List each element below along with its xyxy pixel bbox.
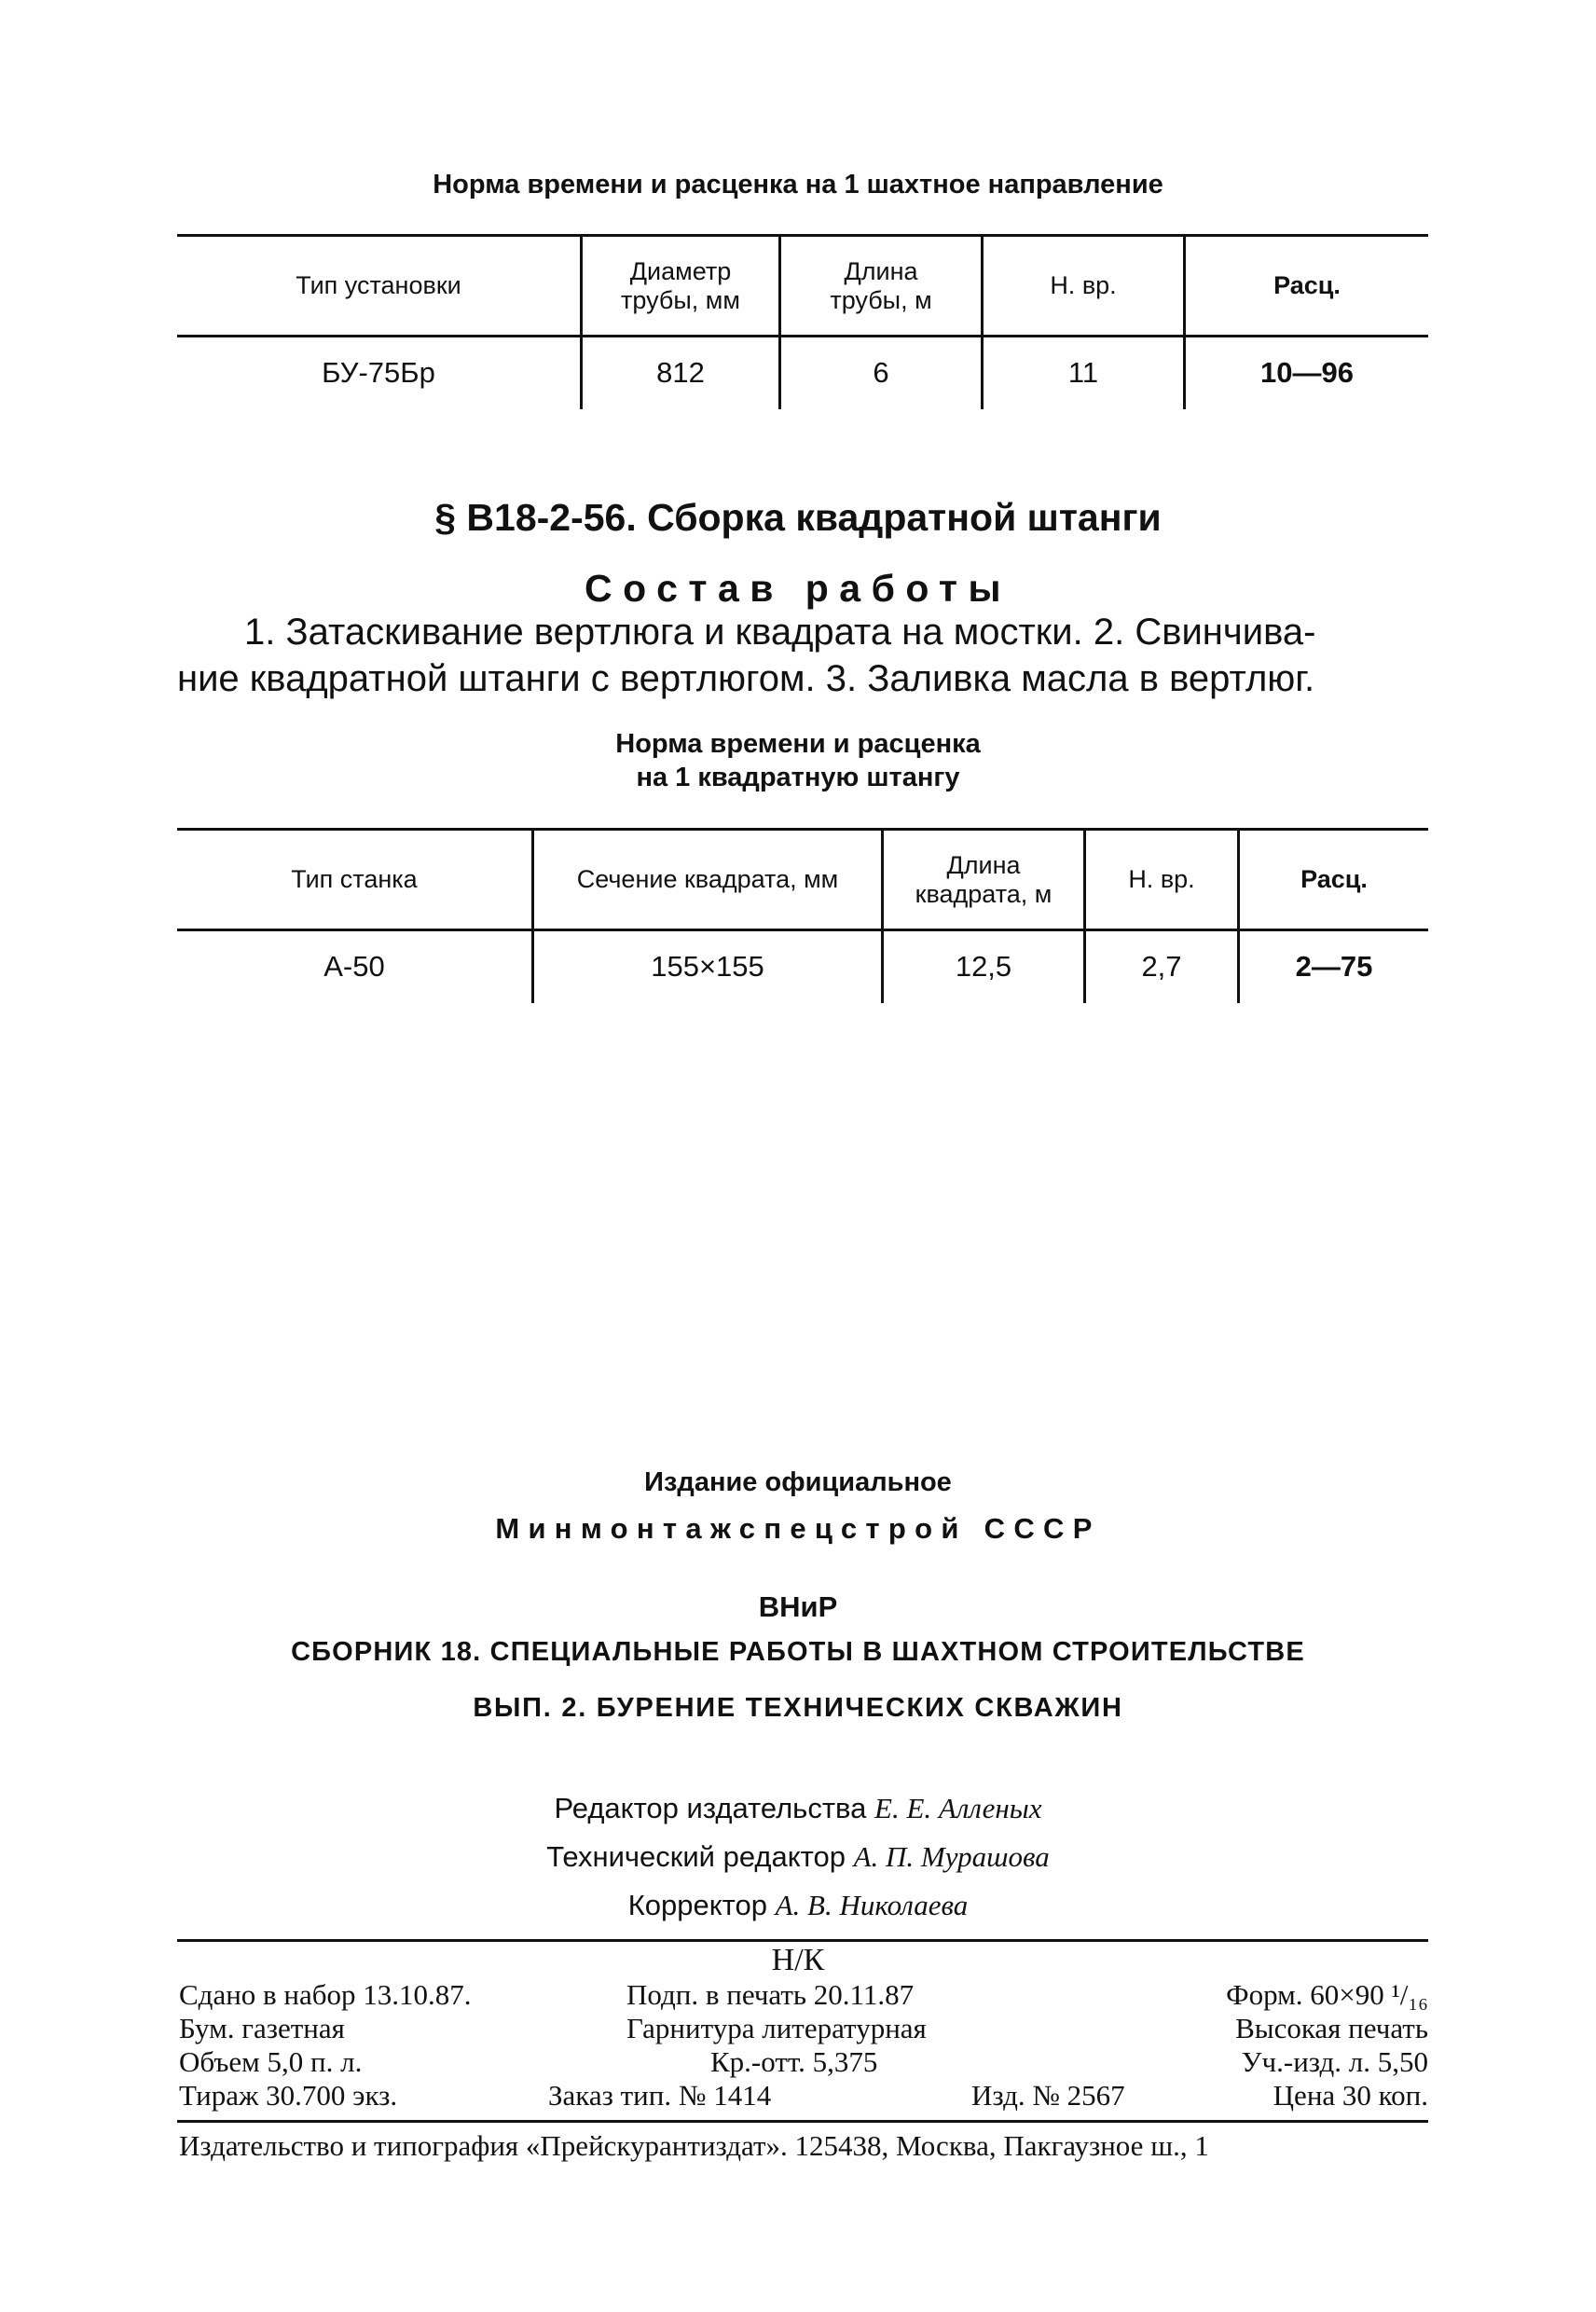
table1-cell-norm: 11 xyxy=(983,337,1185,409)
table2-cell-length: 12,5 xyxy=(883,930,1085,1003)
table1-title: Норма времени и расценка на 1 шахтное направление xyxy=(433,170,1163,200)
output-r2-c1: Бум. газетная xyxy=(179,2012,345,2044)
table1 xyxy=(177,234,1428,409)
publisher-line: Издательство и типография «Прейскурантиздат». 125438, Москва, Пакгаузное ш., 1 xyxy=(179,2129,1209,2162)
nk-mark: Н/К xyxy=(771,1943,825,1977)
table1-header-3: Н. вр. xyxy=(983,236,1185,337)
table2-cell-section: 155×155 xyxy=(533,930,883,1003)
output-r1-c3: Форм. 60×90 ¹/₁₆ xyxy=(1226,1978,1428,2011)
output-r4-c1: Тираж 30.700 экз. xyxy=(179,2079,398,2112)
output-r2-c3: Высокая печать xyxy=(1235,2012,1428,2044)
composition-title: Состав работы xyxy=(585,567,1011,610)
section-heading: § В18-2-56. Сборка квадратной штанги xyxy=(434,496,1162,539)
output-bottom-rule xyxy=(177,2120,1428,2123)
table2-header-2: Длина квадрата, м xyxy=(883,830,1085,930)
table1-header-4: Расц. xyxy=(1185,236,1429,337)
output-r3-c3: Уч.-изд. л. 5,50 xyxy=(1241,2045,1428,2078)
table1-header-0: Тип установки xyxy=(177,236,582,337)
table1-header-2: Длина трубы, м xyxy=(780,236,983,337)
official-edition: Издание официальное xyxy=(644,1467,952,1497)
table2-header-3: Н. вр. xyxy=(1085,830,1239,930)
corrector-label: Корректор xyxy=(627,1889,767,1921)
tech-editor-line xyxy=(0,1840,1596,1874)
output-r1-c2: Подп. в печать 20.11.87 xyxy=(626,1978,915,2011)
table2-header-1: Сечение квадрата, мм xyxy=(533,830,883,930)
output-r1-c1: Сдано в набор 13.10.87. xyxy=(179,1978,472,2011)
corrector-name: А. В. Николаева xyxy=(775,1889,969,1921)
output-r4-c3: Изд. № 2567 xyxy=(971,2079,1125,2112)
editor-line xyxy=(0,1792,1596,1825)
table2-header-4: Расц. xyxy=(1239,830,1429,930)
issue-title: ВЫП. 2. БУРЕНИЕ ТЕХНИЧЕСКИХ СКВАЖИН xyxy=(473,1693,1123,1723)
tech-editor-label: Технический редактор xyxy=(546,1840,846,1873)
composition-line-2: ние квадратной штанги с вертлюгом. 3. Заливка масла в вертлюг. xyxy=(177,658,1315,699)
vnir: ВНиР xyxy=(758,1590,838,1623)
editor-label: Редактор издательства xyxy=(554,1792,867,1824)
table2-header-0: Тип станка xyxy=(177,830,533,930)
editor-name: Е. Е. Алленых xyxy=(874,1792,1042,1824)
table1-header-1: Диаметр трубы, мм xyxy=(582,236,780,337)
output-top-rule xyxy=(177,1939,1428,1942)
output-r4-c4: Цена 30 коп. xyxy=(1273,2079,1428,2112)
collection-title: СБОРНИК 18. СПЕЦИАЛЬНЫЕ РАБОТЫ В ШАХТНОМ СТРОИТЕЛЬСТВЕ xyxy=(291,1637,1305,1667)
table1-cell-length: 6 xyxy=(780,337,983,409)
table2-cell-type: А-50 xyxy=(323,950,385,984)
ministry: Минмонтажспецстрой СССР xyxy=(495,1512,1101,1545)
table2-title-line-1: Норма времени и расценка xyxy=(615,729,981,759)
output-r2-c2: Гарнитура литературная xyxy=(626,2012,927,2044)
table2-title-line-2: на 1 квадратную штангу xyxy=(636,763,960,792)
table1-cell-type: БУ-75Бр xyxy=(322,356,435,390)
output-r3-c2: Кр.-отт. 5,375 xyxy=(710,2045,878,2078)
output-r3-c1: Объем 5,0 п. л. xyxy=(179,2045,363,2078)
table1-cell-diameter: 812 xyxy=(582,337,780,409)
output-r4-c2: Заказ тип. № 1414 xyxy=(548,2079,772,2112)
corrector-line xyxy=(0,1889,1596,1922)
composition-line-1: 1. Затаскивание вертлюга и квадрата на мостки. 2. Свинчива- xyxy=(244,612,1316,653)
table2 xyxy=(177,828,1428,1003)
table2-cell-norm: 2,7 xyxy=(1085,930,1239,1003)
table2-cell-rate: 2—75 xyxy=(1239,930,1429,1003)
table1-cell-rate: 10—96 xyxy=(1185,337,1429,409)
tech-editor-name: А. П. Мурашова xyxy=(853,1840,1050,1873)
